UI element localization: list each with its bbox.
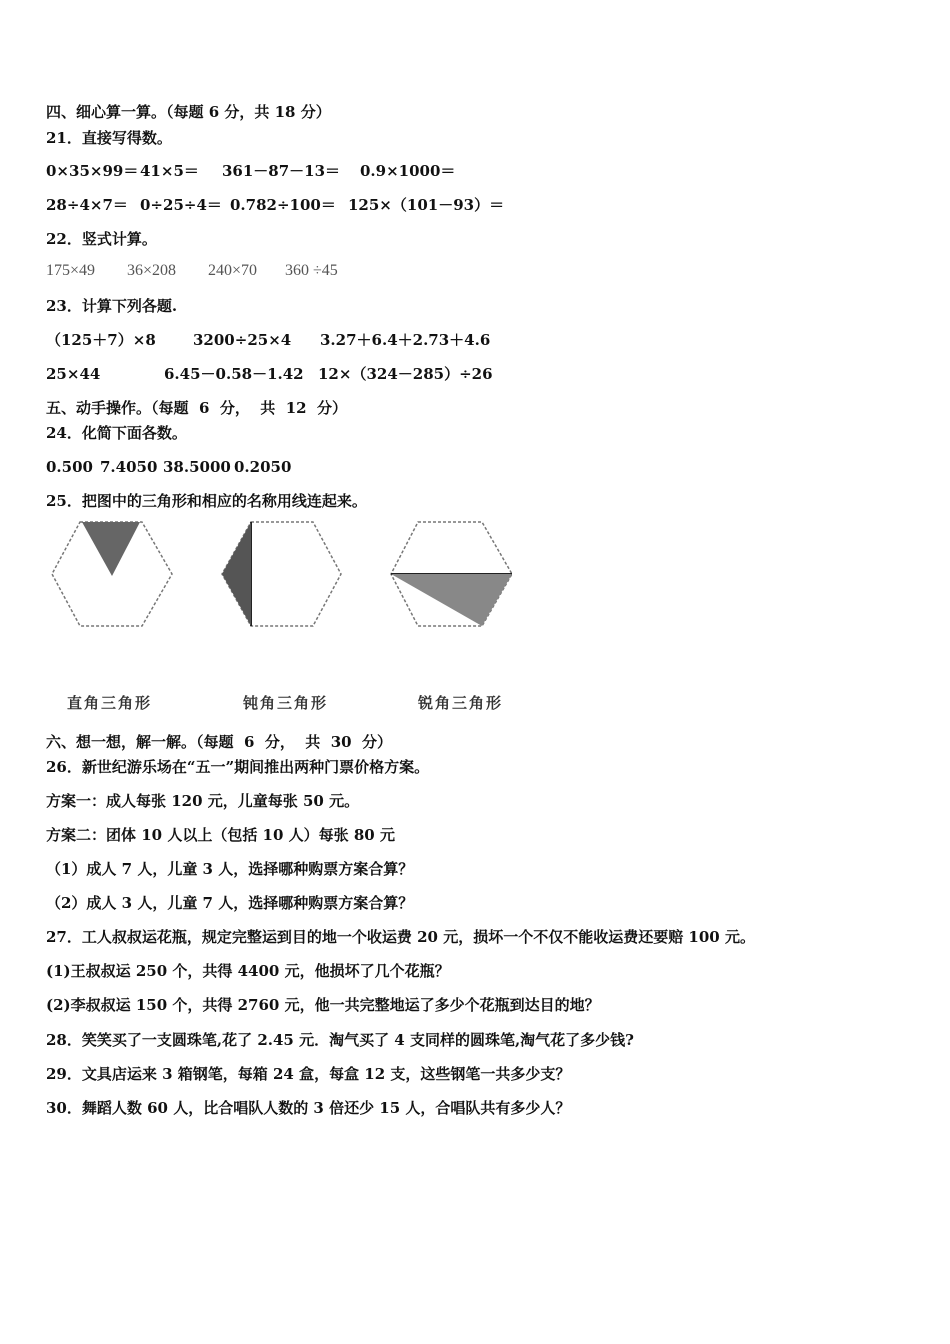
q22-item: 360 ÷45 bbox=[285, 262, 338, 279]
q22-title: 22．竖式计算。 bbox=[46, 230, 157, 248]
q26-sub2: （2）成人 3 人，儿童 7 人，选择哪种购票方案合算？ bbox=[46, 894, 414, 912]
q27-title: 27．工人叔叔运花瓶，规定完整运到目的地一个收运费 20 元，损坏一个不仅不能收运费还要赔 100 元。 bbox=[46, 928, 755, 946]
q23-expr: 12×（324－285）÷26 bbox=[318, 365, 493, 383]
section-5-heading: 五、动手操作。（每题 6 分， 共 12 分） bbox=[46, 399, 348, 417]
q21-expr: 28÷4×7＝ bbox=[46, 196, 128, 214]
q24-title: 24．化简下面各数。 bbox=[46, 424, 187, 442]
q21-expr: 0×35×99＝ bbox=[46, 162, 139, 180]
shaded-triangle bbox=[391, 574, 512, 626]
q21-expr: 41×5＝ bbox=[140, 162, 199, 180]
q21-expr: 0.782÷100＝ bbox=[230, 196, 336, 214]
q28: 28．笑笑买了一支圆珠笔,花了 2.45 元．淘气买了 4 支同样的圆珠笔,淘气花了多少钱? bbox=[46, 1031, 634, 1049]
shaded-triangle bbox=[82, 522, 140, 576]
label-acute-triangle: 锐角三角形 bbox=[418, 694, 504, 712]
hexagon-figure-1 bbox=[50, 518, 176, 630]
label-right-triangle: 直角三角形 bbox=[67, 694, 153, 712]
q29: 29．文具店运来 3 箱钢笔，每箱 24 盒，每盒 12 支，这些钢笔一共多少支？ bbox=[46, 1065, 571, 1083]
q21-expr: 0÷25÷4＝ bbox=[140, 196, 222, 214]
q26-plan1: 方案一：成人每张 120 元，儿童每张 50 元。 bbox=[46, 792, 360, 810]
q24-item: 7.4050 bbox=[100, 458, 158, 476]
q26-sub1: （1）成人 7 人，儿童 3 人，选择哪种购票方案合算？ bbox=[46, 860, 414, 878]
q25-title: 25．把图中的三角形和相应的名称用线连起来。 bbox=[46, 492, 367, 510]
q24-item: 38.5000 bbox=[163, 458, 231, 476]
q24-item: 0.2050 bbox=[234, 458, 292, 476]
q23-expr: 3.27＋6.4＋2.73＋4.6 bbox=[320, 331, 491, 349]
label-obtuse-triangle: 钝角三角形 bbox=[243, 694, 329, 712]
q21-expr: 361－87－13＝ bbox=[222, 162, 341, 180]
q24-item: 0.500 bbox=[46, 458, 93, 476]
shaded-triangle bbox=[222, 522, 251, 626]
section-6-heading: 六、想一想，解一解。（每题 6 分， 共 30 分） bbox=[46, 733, 393, 751]
q30: 30．舞蹈人数 60 人，比合唱队人数的 3 倍还少 15 人，合唱队共有多少人？ bbox=[46, 1099, 571, 1117]
q21-title: 21．直接写得数。 bbox=[46, 129, 172, 147]
q22-item: 175×49 bbox=[46, 262, 96, 279]
q23-expr: 6.45－0.58－1.42 bbox=[164, 365, 304, 383]
hexagon-figure-2 bbox=[219, 518, 345, 630]
q26-plan2: 方案二：团体 10 人以上（包括 10 人）每张 80 元 bbox=[46, 826, 395, 844]
q21-expr: 0.9×1000＝ bbox=[360, 162, 456, 180]
section-4-heading: 四、细心算一算。（每题 6 分，共 18 分） bbox=[46, 103, 331, 121]
q22-item: 240×70 bbox=[208, 262, 258, 279]
q21-expr: 125×（101－93）＝ bbox=[348, 196, 505, 214]
q26-title: 26．新世纪游乐场在“五一”期间推出两种门票价格方案。 bbox=[46, 758, 430, 776]
q23-expr: 3200÷25×4 bbox=[193, 331, 292, 349]
hexagon-figure-3 bbox=[388, 518, 516, 630]
q23-expr: （125＋7）×8 bbox=[46, 331, 156, 349]
q23-expr: 25×44 bbox=[46, 365, 101, 383]
q27-sub2: (2)李叔叔运 150 个，共得 2760 元，他一共完整地运了多少个花瓶到达目的地？ bbox=[46, 996, 600, 1014]
q22-item: 36×208 bbox=[127, 262, 177, 279]
q27-sub1: (1)王叔叔运 250 个，共得 4400 元，他损坏了几个花瓶？ bbox=[46, 962, 450, 980]
q23-title: 23．计算下列各题. bbox=[46, 297, 178, 315]
